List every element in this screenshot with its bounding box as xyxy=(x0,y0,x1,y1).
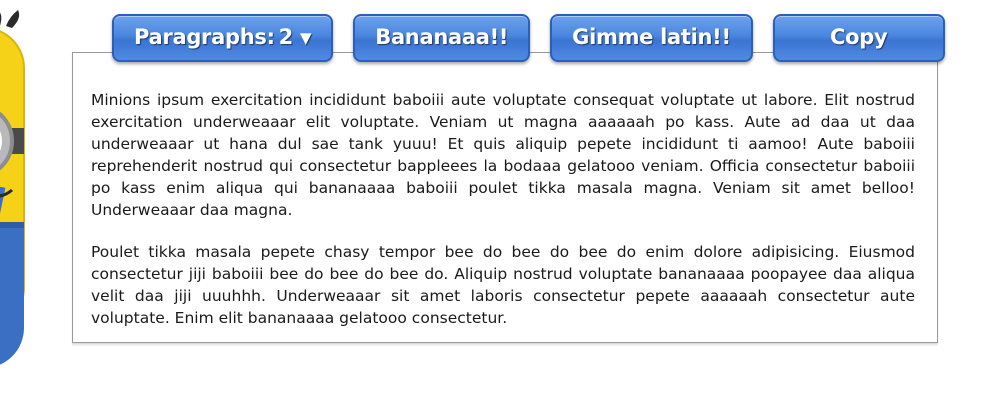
paragraphs-label: Paragraphs: xyxy=(134,25,275,49)
gimme-latin-button[interactable]: Gimme latin!! xyxy=(550,14,753,62)
generated-text-content xyxy=(73,53,937,339)
paragraphs-count: 2 xyxy=(278,25,293,49)
paragraph: Poulet tikka masala pepete chasy tempor bee do bee do bee do enim dolore adipisicing. Eiusmod consectetur jiji baboiii bee do bee do bee do. Aliquip nostrud voluptate bananaaaa poopayee daa aliqua velit daa jiji uuuhhh. Underweaaar sit amet laboris consectetur pepete aaaaaah consectetur aute voluptate. Enim elit bananaaaa gelatooo consectetur. xyxy=(91,243,915,327)
minion-mascot-icon xyxy=(0,10,68,410)
chevron-down-icon: ▼ xyxy=(299,28,312,47)
toolbar xyxy=(112,14,945,62)
copy-button[interactable]: Copy xyxy=(773,14,945,62)
generated-text-panel[interactable] xyxy=(72,52,938,343)
bananaaa-button[interactable]: Bananaaa!! xyxy=(353,14,530,62)
paragraph: Minions ipsum exercitation incididunt baboiii aute voluptate consequat voluptate ut labore. Elit nostrud exercitation underweaaar elit voluptate. Veniam ut magna aaaaaah po kass. Aute ad daa ut daa underweaaar ut hana dul sae tank yuuu! Et quis aliquip pepete incididunt ti aamoo! Aute baboiii reprehenderit nostrud qui consectetur bappleees la bodaaa gelatooo veniam. Officia consectetur baboiii po kass enim aliqua qui bananaaaa baboiii poulet tikka masala magna. Veniam sit amet belloo! Underweaaar daa magna. xyxy=(91,91,915,219)
panel-shadow xyxy=(72,343,938,347)
paragraphs-dropdown-button[interactable] xyxy=(112,14,333,62)
